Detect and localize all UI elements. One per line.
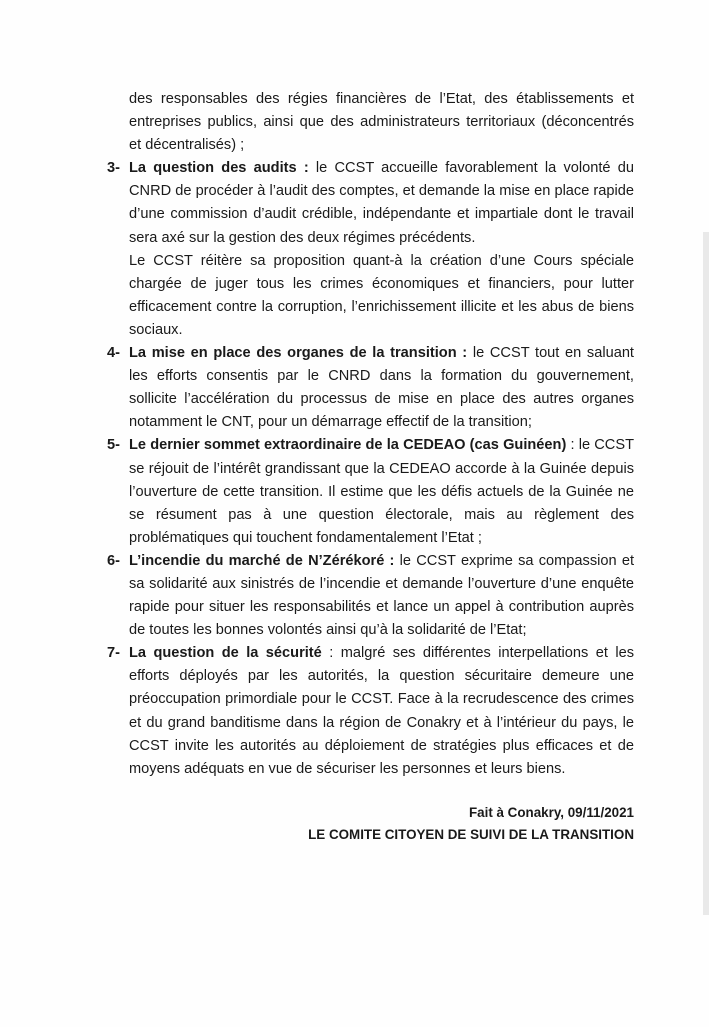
item-paragraph: [129, 157, 634, 249]
list-item-7: [107, 642, 634, 781]
item-paragraph: [129, 642, 634, 781]
item-title: La mise en place des organes de la transition :: [129, 345, 468, 362]
list-item-4: [107, 342, 634, 434]
item-number: 6-: [107, 552, 120, 569]
intro-paragraph: des responsables des régies financières de l’Etat, des établissements et entreprises publics, ainsi que des administrateurs territoriaux (déconcentrés et décentralisés) ;: [129, 91, 634, 154]
item-extra-paragraph: Le CCST réitère sa proposition quant-à la création d’une Cours spéciale chargée de juger tous les crimes économiques et financiers, pour lutter efficacement contre la corruption, l’enrichissement illicite et les abus de biens sociaux.: [129, 252, 634, 338]
item-number: 4-: [107, 345, 120, 362]
list-item-6: [107, 550, 634, 642]
place-date: Fait à Conakry, 09/11/2021: [468, 805, 634, 820]
item-number: 5-: [107, 437, 120, 454]
signature-block: [308, 802, 634, 845]
document-body: [107, 88, 634, 781]
item-text: : malgré ses différentes interpellations et les efforts déployés par les autorités, la question sécuritaire demeure une préoccupation primordiale pour le CCST. Face à la recrudescence des crimes et du grand banditisme dans la région de Conakry et à l’intérieur du pays, le CCST invite les autorités au déploiement de stratégies plus efficaces et de moyens adéquats en vue de sécuriser les personnes et leurs biens.: [129, 645, 634, 777]
item-number: 7-: [107, 645, 120, 662]
item-title: La question des audits :: [129, 160, 309, 177]
item-title: La question de la sécurité: [129, 645, 322, 662]
item-text: le CCST tout en saluant les efforts consentis par le CNRD dans la formation du gouvernement, sollicite l’accélération du processus de mise en place des autres organes notamment le CNT, pour un démarrage effectif de la transition;: [129, 345, 634, 431]
item-paragraph: [129, 342, 634, 434]
list-item-5: [107, 434, 634, 549]
item-number: 3-: [107, 160, 120, 177]
item-title: L’incendie du marché de N’Zérékoré :: [129, 552, 395, 569]
item-text: : le CCST se réjouit de l’intérêt grandissant que la CEDEAO accorde à la Guinée depuis l’ouverture de cette transition. Il estime que les défis actuels de la Guinée ne se résument pas à une question électorale, mais au règlement des problématiques qui touchent fondamentalement l’Etat ;: [129, 437, 634, 546]
list-item-3: [107, 157, 634, 342]
item-paragraph: [129, 434, 634, 549]
item-text: le CCST accueille favorablement la volonté du CNRD de procéder à l’audit des comptes, et demande la mise en place rapide d’une commission d’audit crédible, indépendante et impartiale dont le travail sera axé sur la gestion des deux régimes précédents.: [129, 160, 634, 246]
item-paragraph: [129, 550, 634, 642]
signatory: LE COMITE CITOYEN DE SUIVI DE LA TRANSITION: [308, 826, 634, 842]
page-edge-strip: [703, 232, 709, 915]
item-title: Le dernier sommet extraordinaire de la CEDEAO (cas Guinéen): [129, 437, 567, 454]
item-text: le CCST exprime sa compassion et sa solidarité aux sinistrés de l’incendie et demande l’ouverture d’une enquête rapide pour situer les responsabilités et lance un appel à contribution auprès de toutes les bonnes volontés ainsi qu’à la solidarité de l’Etat;: [129, 552, 634, 639]
